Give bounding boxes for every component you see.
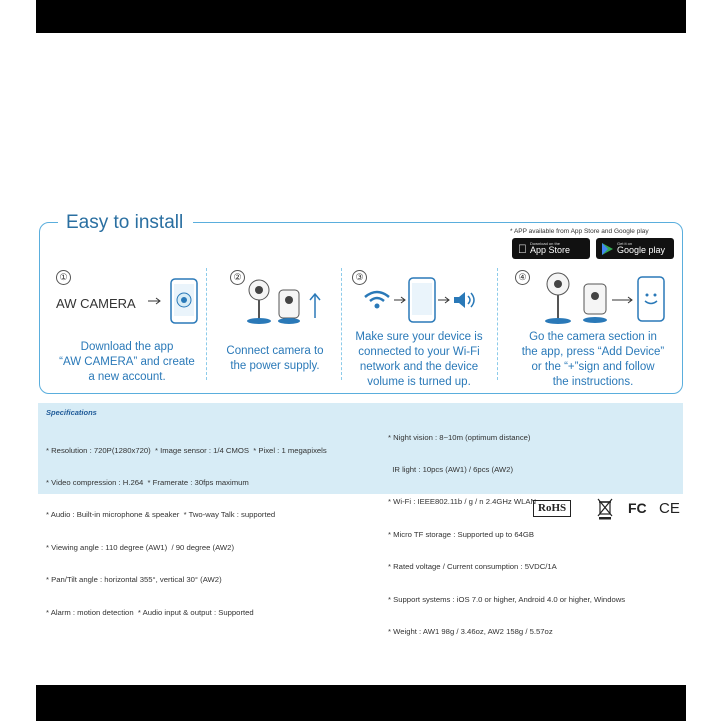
spec-line: * Wi-Fi : IEEE802.11b / g / n 2.4GHz WLAN	[388, 497, 537, 507]
speaker-icon	[452, 290, 478, 310]
app-store-badge[interactable]	[512, 238, 590, 259]
step-3-line: connected to your Wi-Fi	[358, 346, 480, 358]
spec-line: * Resolution : 720P(1280x720) * Image sensor : 1/4 CMOS * Pixel : 1 megapixels	[46, 445, 327, 455]
bottom-black-bar	[36, 685, 686, 721]
step-1-number: ①	[56, 270, 71, 285]
step-1-line: Download the app	[80, 341, 174, 353]
spec-line: * Night vision : 8~10m (optimum distance)	[388, 432, 531, 442]
step-1-description	[52, 340, 202, 385]
spec-line: * Viewing angle : 110 degree (AW1) / 90 degree (AW2)	[46, 542, 235, 552]
step-4-line: the app, press “Add Device”	[521, 346, 665, 358]
wifi-icon	[362, 288, 392, 310]
specifications-heading: Specifications	[46, 408, 97, 417]
step-divider	[497, 268, 499, 380]
cameras-icon	[243, 276, 333, 326]
install-title: Easy to install	[66, 212, 184, 233]
spec-line: * Rated voltage / Current consumption : 5VDC/1A	[388, 562, 557, 572]
phone-icon	[170, 278, 198, 324]
step-3-line: Make sure your device is	[355, 331, 483, 343]
top-black-bar	[36, 0, 686, 33]
spec-line: IR light : 10pcs (AW1) / 6pcs (AW2)	[388, 464, 514, 474]
spec-line: * Audio : Built-in microphone & speaker * Two-way Talk : supported	[46, 510, 276, 520]
app-availability-note: * APP available from App Store and Google play	[510, 228, 649, 235]
weee-bin-icon	[597, 498, 613, 520]
app-store-small: Download on the	[521, 241, 552, 246]
spec-line: * Alarm : motion detection * Audio input & output : Supported	[46, 607, 254, 617]
arrow-icon	[438, 296, 450, 304]
specs-right-column	[388, 411, 625, 649]
step-divider	[206, 268, 208, 380]
step-4-line: the instructions.	[552, 376, 634, 388]
fcc-mark: FC	[628, 500, 647, 516]
google-play-badge[interactable]	[596, 238, 674, 259]
specs-left-column	[46, 424, 327, 629]
spec-line: * Weight : AW1 98g / 3.46oz, AW2 158g / 5.57oz	[388, 626, 553, 636]
step-2-description	[212, 344, 338, 374]
step-3-description	[344, 330, 494, 390]
step-4-number: ④	[515, 270, 530, 285]
camera-to-phone-icon	[538, 270, 668, 326]
step-2-number: ②	[230, 270, 245, 285]
step-3-line: volume is turned up.	[367, 376, 471, 388]
step-2-line: Connect camera to	[226, 345, 324, 357]
step-divider	[341, 268, 343, 380]
spec-line: * Pan/Tilt angle : horizontal 355°, vertical 30° (AW2)	[46, 575, 222, 585]
step-4-line: Go the camera section in	[529, 331, 657, 343]
arrow-icon	[394, 296, 406, 304]
play-icon	[600, 242, 614, 256]
spec-line: * Support systems : iOS 7.0 or higher, Android 4.0 or higher, Windows	[388, 594, 626, 604]
google-small: Get it on	[617, 241, 633, 246]
aw-camera-label: AW CAMERA	[56, 296, 136, 311]
spec-line: * Micro TF storage : Supported up to 64GB	[388, 529, 534, 539]
arrow-icon	[148, 296, 162, 306]
step-2-line: the power supply.	[230, 360, 320, 372]
step-4-line: or the “+”sign and follow	[531, 361, 655, 373]
google-name: Google play	[617, 245, 666, 255]
step-1-line: a new account.	[88, 371, 166, 383]
step-1-line: “AW CAMERA” and create	[59, 356, 195, 368]
rohs-mark: RoHS	[533, 500, 571, 517]
step-3-line: network and the device	[359, 361, 479, 373]
step-3-number: ③	[352, 270, 367, 285]
ce-mark: CE	[659, 500, 680, 517]
apple-icon	[518, 242, 527, 256]
phone-icon	[408, 277, 436, 323]
step-4-description	[505, 330, 681, 390]
app-store-name: App Store	[521, 245, 562, 255]
spec-line: * Video compression : H.264 * Framerate : 30fps maximum	[46, 477, 249, 487]
